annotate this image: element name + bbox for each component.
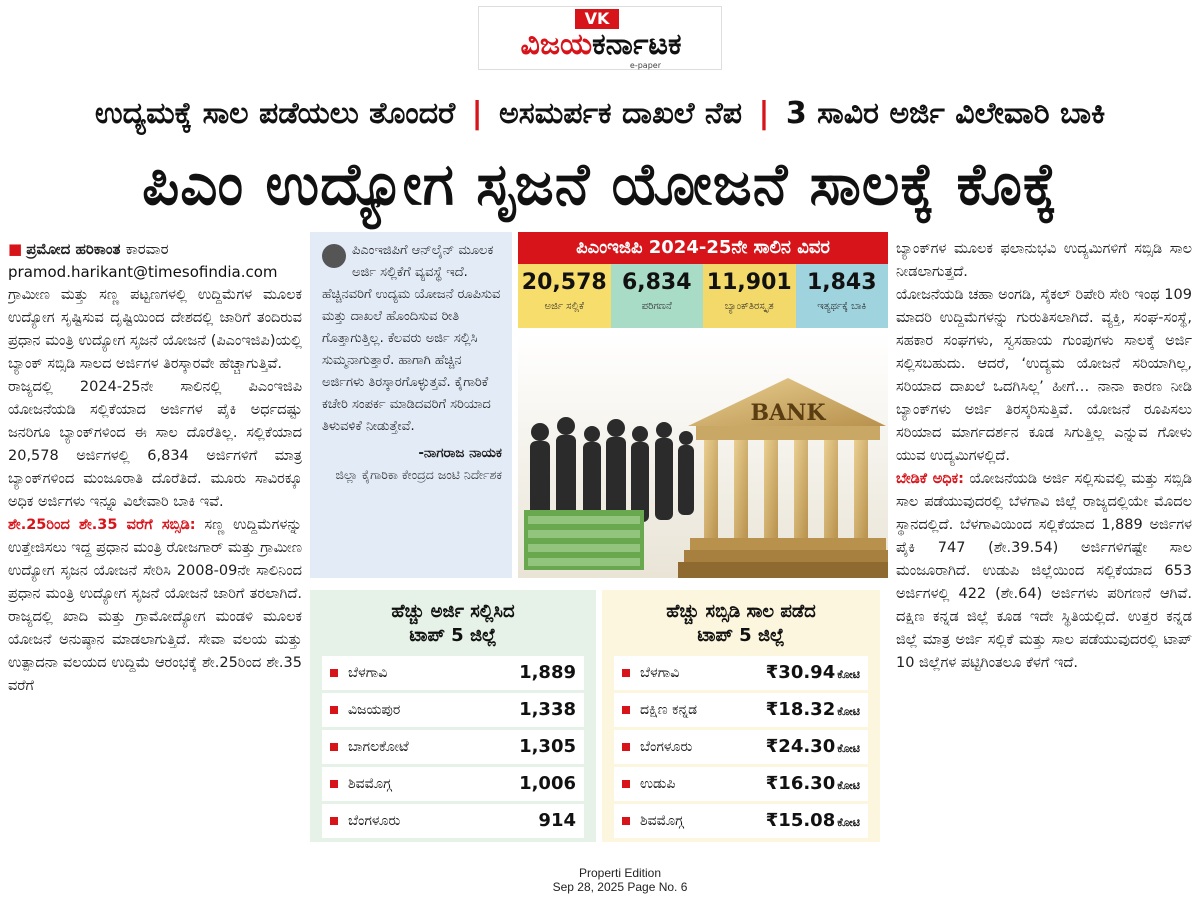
date-page-label: Sep 28, 2025 Page No. 6 — [552, 880, 688, 894]
article-right-column — [896, 238, 1192, 848]
subhead: ಬೇಡಿಕೆ ಅಧಿಕ: — [896, 471, 964, 487]
bullet-icon — [330, 669, 338, 677]
stats-row — [518, 264, 888, 328]
author-email[interactable]: pramod.harikant@timesofindia.com — [8, 263, 278, 281]
edition-label: Properti Edition — [578, 866, 662, 880]
stat-pending — [796, 264, 889, 328]
brand-logo — [483, 27, 719, 63]
kicker-part-1: ಉದ್ಯಮಕ್ಕೆ ಸಾಲ ಪಡೆಯಲು ತೊಂದರೆ — [94, 96, 456, 131]
kicker-part-3: 3 ಸಾವಿರ ಅರ್ಜಿ ವಿಲೇವಾರಿ ಬಾಕಿ — [785, 96, 1106, 131]
district-name: ಬೆಂಗಳೂರು — [348, 812, 401, 829]
bullet-icon — [622, 669, 630, 677]
table-row — [614, 730, 868, 764]
table-subtitle: ಟಾಪ್ 5 ಜಿಲ್ಲೆ — [697, 625, 785, 646]
table-row — [614, 656, 868, 690]
stat-label: ಬ್ಯಾಂಕ್‌ತಿರಸ್ಕೃತ — [724, 301, 774, 312]
unit: ಕೋಟಿ — [837, 742, 860, 755]
byline-name: ಪ್ರಮೋದ ಹರಿಕಾಂತ — [26, 240, 121, 258]
table-row — [322, 693, 584, 727]
table-row — [614, 693, 868, 727]
unit: ಕೋಟಿ — [837, 779, 860, 792]
district-value: 1,338 — [519, 699, 576, 720]
bank-illustration — [518, 334, 888, 578]
district-name: ಶಿವಮೊಗ್ಗ — [640, 812, 684, 829]
table-row — [322, 656, 584, 690]
district-value — [766, 736, 860, 757]
quote-box — [310, 232, 512, 578]
stat-considered — [611, 264, 704, 328]
bullet-icon — [622, 780, 630, 788]
stats-title: ಪಿಎಂಇಜಿಪಿ 2024-25ನೇ ಸಾಲಿನ ವಿವರ — [518, 232, 888, 264]
kicker-separator: | — [758, 96, 770, 131]
district-value: 1,889 — [519, 662, 576, 683]
bullet-square-icon: ■ — [8, 240, 23, 258]
stat-number: 6,834 — [621, 270, 692, 295]
brand-part-1: ವಿಜಯ — [520, 27, 593, 62]
top5-subsidy-table — [602, 590, 880, 842]
table-row — [322, 767, 584, 801]
stats-box — [518, 232, 888, 328]
article-left-column — [8, 238, 302, 848]
table-row — [322, 804, 584, 838]
district-value — [766, 699, 860, 720]
quote-icon — [322, 244, 346, 268]
district-value — [766, 662, 860, 683]
district-name: ಬೆಂಗಳೂರು — [640, 738, 693, 755]
top5-applications-table — [310, 590, 596, 842]
epaper-label: e-paper — [629, 61, 661, 70]
quote-text: ಪಿಎಂಇಜಿಪಿಗೆ ಆನ್‌ಲೈನ್ ಮೂಲಕ ಅರ್ಜಿ ಸಲ್ಲಿಕೆಗೆ ವ್ಯವಸ್ಥೆ ಇದೆ. ಹೆಚ್ಚಿನವರಿಗೆ ಉದ್ಯಮ ಯೋಜನೆ ರೂಪಿಸುವ ಮತ್ತು ದಾಖಲೆ ಹೊಂದಿಸುವ ರೀತಿ ಗೊತ್ತಾಗುತ್ತಿಲ್ಲ. ಕೆಲವರು ಅರ್ಜಿ ಸಲ್ಲಿಸಿ ಸುಮ್ಮನಾಗುತ್ತಾರೆ. ಹಾಗಾಗಿ ಹೆಚ್ಚಿನ ಅರ್ಜಿಗಳು ತಿರಸ್ಕಾರಗೊಳ್ಳುತ್ತವೆ. ಕೈಗಾರಿಕೆ ಕಚೇರಿ ಸಂಪರ್ಕ ಮಾಡಿದವರಿಗೆ ಸರಿಯಾದ ತಿಳುವಳಿಕೆ ನೀಡುತ್ತೇವೆ. — [322, 243, 501, 434]
stat-label: ಪರಿಗಣನೆ — [641, 301, 672, 312]
brand-part-2: ಕರ್ನಾಟಕ — [592, 27, 682, 62]
amount: ₹15.08 — [765, 810, 836, 831]
paragraph-text: ಸಣ್ಣ ಉದ್ದಿಮೆಗಳನ್ನು ಉತ್ತೇಜಿಸಲು ಇದ್ದ ಪ್ರಧಾನ ಮಂತ್ರಿ ರೋಜಗಾರ್ ಮತ್ತು ಗ್ರಾಮೀಣ ಉದ್ಯೋಗ ಸೃಜನ ಯೋಜನೆ ಸೇರಿಸಿ 2008-09ನೇ ಸಾಲಿನಿಂದ ಪ್ರಧಾನ ಮಂತ್ರಿ ಉದ್ಯೋಗ ಸೃಜನೆ ಯೋಜನೆ ಜಾರಿಗೆ ತರಲಾಗಿದೆ. ರಾಜ್ಯದಲ್ಲಿ ಖಾದಿ ಮತ್ತು ಗ್ರಾಮೋದ್ಯೋಗ ಮಂಡಳಿ ಮೂಲಕ ಯೋಜನೆ ಅನುಷ್ಠಾನ ಮಾಡಲಾಗುತ್ತಿದೆ. ಸೇವಾ ವಲಯ ಮತ್ತು ಉತ್ಪಾದನಾ ವಲಯದ ಉದ್ದಿಮೆ ಆರಂಭಕ್ಕೆ ಶೇ.25ರಿಂದ ಶೇ.35 ವರೆಗೆ — [8, 517, 302, 694]
district-name: ಶಿವಮೊಗ್ಗ — [348, 775, 392, 792]
quote-author: -ನಾಗರಾಜ ನಾಯಕ — [418, 445, 502, 461]
kicker-part-2: ಅಸಮರ್ಪಕ ದಾಖಲೆ ನೆಪ — [499, 96, 742, 131]
district-value: 1,305 — [519, 736, 576, 757]
paragraph: ರಾಜ್ಯದಲ್ಲಿ 2024-25ನೇ ಸಾಲಿನಲ್ಲಿ ಪಿಎಂಇಜಿಪಿ ಯೋಜನೆಯಡಿ ಸಲ್ಲಿಕೆಯಾದ ಅರ್ಜಿಗಳ ಪೈಕಿ ಅರ್ಧದಷ್ಟು ಜನರಿಗೂ ಬ್ಯಾಂಕ್‌ಗಳಿಂದ ಈ ಸಾಲ ದೊರೆತಿಲ್ಲ. ಸಲ್ಲಿಕೆಯಾದ 20,578 ಅರ್ಜಿಗಳಲ್ಲಿ 6,834 ಅರ್ಜಿಗಳಿಗೆ ಮಾತ್ರ ಬ್ಯಾಂಕ್‌ಗಳಿಂದ ಮಂಜೂರಾತಿ ದೊರೆತಿದೆ. ಮೂರು ಸಾವಿರಕ್ಕೂ ಅಧಿಕ ಅರ್ಜಿಗಳು ಇನ್ನೂ ವಿಲೇವಾರಿ ಬಾಕಿ ಇವೆ. — [8, 379, 302, 510]
stat-label: ಇತ್ಯರ್ಥಕ್ಕೆ ಬಾಕಿ — [817, 301, 867, 312]
amount: ₹30.94 — [765, 662, 836, 683]
main-headline: ಪಿಎಂ ಉದ್ಯೋಗ ಸೃಜನೆ ಯೋಜನೆ ಸಾಲಕ್ಕೆ ಕೊಕ್ಕೆ — [142, 150, 1058, 218]
subhead: ಶೇ.25ರಿಂದ ಶೇ.35 ವರೆಗೆ ಸಬ್ಸಿಡಿ: — [8, 517, 196, 533]
district-name: ದಕ್ಷಿಣ ಕನ್ನಡ — [640, 701, 698, 718]
table-row — [322, 730, 584, 764]
district-name: ಬೆಳಗಾವಿ — [640, 664, 680, 681]
stat-label: ಅರ್ಜಿ ಸಲ್ಲಿಕೆ — [544, 301, 584, 312]
kicker-separator: | — [471, 96, 483, 131]
table-title: ಹೆಚ್ಚು ಸಬ್ಸಿಡಿ ಸಾಲ ಪಡೆದ — [666, 601, 816, 622]
masthead — [478, 6, 722, 70]
district-value — [766, 810, 860, 831]
district-name: ಉಡುಪಿ — [640, 775, 676, 792]
unit: ಕೋಟಿ — [837, 816, 860, 829]
paragraph: ಯೋಜನೆಯಡಿ ಚಹಾ ಅಂಗಡಿ, ಸೈಕಲ್ ರಿಪೇರಿ ಸೇರಿ ಇಂಥ 109 ಮಾದರಿ ಉದ್ದಿಮೆಗಳನ್ನು ಗುರುತಿಸಲಾಗಿದೆ. ವ್ಯಕ್ತಿ, ಸಂಘ-ಸಂಸ್ಥೆ, ಸಹಕಾರ ಸಂಘಗಳು, ಸ್ವಸಹಾಯ ಗುಂಪುಗಳು ಸಾಲಕ್ಕೆ ಅರ್ಜಿ ಸಲ್ಲಿಸಬಹುದು. ಆದರೆ, ‘ಉದ್ಯಮ ಯೋಜನೆ ಸರಿಯಾಗಿಲ್ಲ, ಸರಿಯಾದ ದಾಖಲೆ ಒದಗಿಸಿಲ್ಲ’ ಹೀಗೆ… ನಾನಾ ಕಾರಣ ನೀಡಿ ಬ್ಯಾಂಕ್‌ಗಳು ಅರ್ಜಿ ತಿರಸ್ಕರಿಸುತ್ತಿವೆ. ಯೋಜನೆ ರೂಪಿಸಲು ಸರಿಯಾದ ಮಾರ್ಗದರ್ಶನ ಕೂಡ ಸಿಗುತ್ತಿಲ್ಲ ಎನ್ನುವ ಗೋಳು ಯುವ ಉದ್ಯಮಿಗಳಲ್ಲಿದೆ. — [896, 287, 1192, 464]
bullet-icon — [330, 706, 338, 714]
stat-number: 1,843 — [806, 270, 877, 295]
district-value: 1,006 — [519, 773, 576, 794]
paragraph: ಗ್ರಾಮೀಣ ಮತ್ತು ಸಣ್ಣ ಪಟ್ಟಣಗಳಲ್ಲಿ ಉದ್ದಿಮೆಗಳ ಮೂಲಕ ಉದ್ಯೋಗ ಸೃಷ್ಟಿಸುವ ದೃಷ್ಟಿಯಿಂದ ದೇಶದಲ್ಲಿ ಜಾರಿಗೆ ತಂದಿರುವ ಪ್ರಧಾನ ಮಂತ್ರಿ ಉದ್ಯೋಗ ಸೃಜನೆ ಯೋಜನೆ (ಪಿಎಂಇಜಿಪಿ)ಯಲ್ಲಿ ಬ್ಯಾಂಕ್ ಸಬ್ಸಿಡಿ ಸಾಲದ ಅರ್ಜಿಗಳ ತಿರಸ್ಕಾರವೇ ಹೆಚ್ಚಾಗುತ್ತಿವೆ. — [8, 287, 302, 372]
table-row — [614, 767, 868, 801]
byline — [8, 238, 302, 261]
amount: ₹24.30 — [765, 736, 836, 757]
bank-sign-text: BANK — [750, 400, 826, 426]
district-name: ಬಾಗಲಕೋಟೆ — [348, 738, 409, 755]
bullet-icon — [330, 780, 338, 788]
money-stack — [524, 510, 644, 570]
page-footer — [520, 866, 720, 894]
paragraph — [8, 514, 302, 698]
district-name: ಬೆಳಗಾವಿ — [348, 664, 388, 681]
table-row — [614, 804, 868, 838]
quote-role: ಜಿಲ್ಲಾ ಕೈಗಾರಿಕಾ ಕೇಂದ್ರದ ಜಂಟಿ ನಿರ್ದೇಶಕ — [335, 467, 502, 482]
amount: ₹16.30 — [765, 773, 836, 794]
stat-number: 11,901 — [706, 270, 792, 295]
amount: ₹18.32 — [765, 699, 836, 720]
vk-logo-badge: VK — [575, 9, 619, 29]
kicker-headline — [0, 92, 1200, 136]
district-name: ವಿಜಯಪುರ — [348, 701, 401, 718]
byline-place: ಕಾರವಾರ — [125, 240, 169, 258]
paragraph — [896, 468, 1192, 675]
stat-applications — [518, 264, 611, 328]
district-value: 914 — [538, 810, 576, 831]
district-value — [766, 773, 860, 794]
bullet-icon — [330, 817, 338, 825]
stat-rejected — [703, 264, 796, 328]
table-subtitle: ಟಾಪ್ 5 ಜಿಲ್ಲೆ — [409, 625, 497, 646]
bullet-icon — [622, 706, 630, 714]
bank-building-icon — [518, 334, 888, 578]
bullet-icon — [330, 743, 338, 751]
bullet-icon — [622, 743, 630, 751]
paragraph-text: ಯೋಜನೆಯಡಿ ಅರ್ಜಿ ಸಲ್ಲಿಸುವಲ್ಲಿ ಮತ್ತು ಸಬ್ಸಿಡಿ ಸಾಲ ಪಡೆಯುವುದರಲ್ಲಿ ಬೆಳಗಾವಿ ಜಿಲ್ಲೆ ರಾಜ್ಯದಲ್ಲಿಯೇ ಮೊದಲ ಸ್ಥಾನದಲ್ಲಿದೆ. ಬೆಳಗಾವಿಯಿಂದ ಸಲ್ಲಿಕೆಯಾದ 1,889 ಅರ್ಜಿಗಳ ಪೈಕಿ 747 (ಶೇ.39.54) ಅರ್ಜಿಗಳಿಗಷ್ಟೇ ಸಾಲ ಮಂಜೂರಾಗಿದೆ. ಉಡುಪಿ ಜಿಲ್ಲೆಯಿಂದ ಸಲ್ಲಿಕೆಯಾದ 653 ಅರ್ಜಿಗಳಲ್ಲಿ 422 (ಶೇ.64) ಅರ್ಜಿಗಳು ಪರಿಗಣನೆ ಆಗಿವೆ. ದಕ್ಷಿಣ ಕನ್ನಡ ಜಿಲ್ಲೆ ಕೂಡ ಇದೇ ಸ್ಥಿತಿಯಲ್ಲಿದೆ. ಉತ್ತರ ಕನ್ನಡ ಜಿಲ್ಲೆ ಮಾತ್ರ ಅರ್ಜಿ ಸಲ್ಲಿಕೆ ಮತ್ತು ಸಾಲ ಪಡೆಯುವುದರಲ್ಲಿ ಟಾಪ್ 10 ಜಿಲ್ಲೆಗಳ ಪಟ್ಟಿಗಿಂತಲೂ ಕೆಳಗೆ ಇದೆ. — [896, 471, 1192, 671]
unit: ಕೋಟಿ — [837, 668, 860, 681]
bullet-icon — [622, 817, 630, 825]
paragraph: ಬ್ಯಾಂಕ್‌ಗಳ ಮೂಲಕ ಫಲಾನುಭವಿ ಉದ್ಯಮಿಗಳಿಗೆ ಸಬ್ಸಿಡಿ ಸಾಲ ನೀಡಲಾಗುತ್ತದೆ. — [896, 241, 1192, 280]
stat-number: 20,578 — [521, 270, 607, 295]
table-title: ಹೆಚ್ಚು ಅರ್ಜಿ ಸಲ್ಲಿಸಿದ — [391, 601, 515, 622]
unit: ಕೋಟಿ — [837, 705, 860, 718]
